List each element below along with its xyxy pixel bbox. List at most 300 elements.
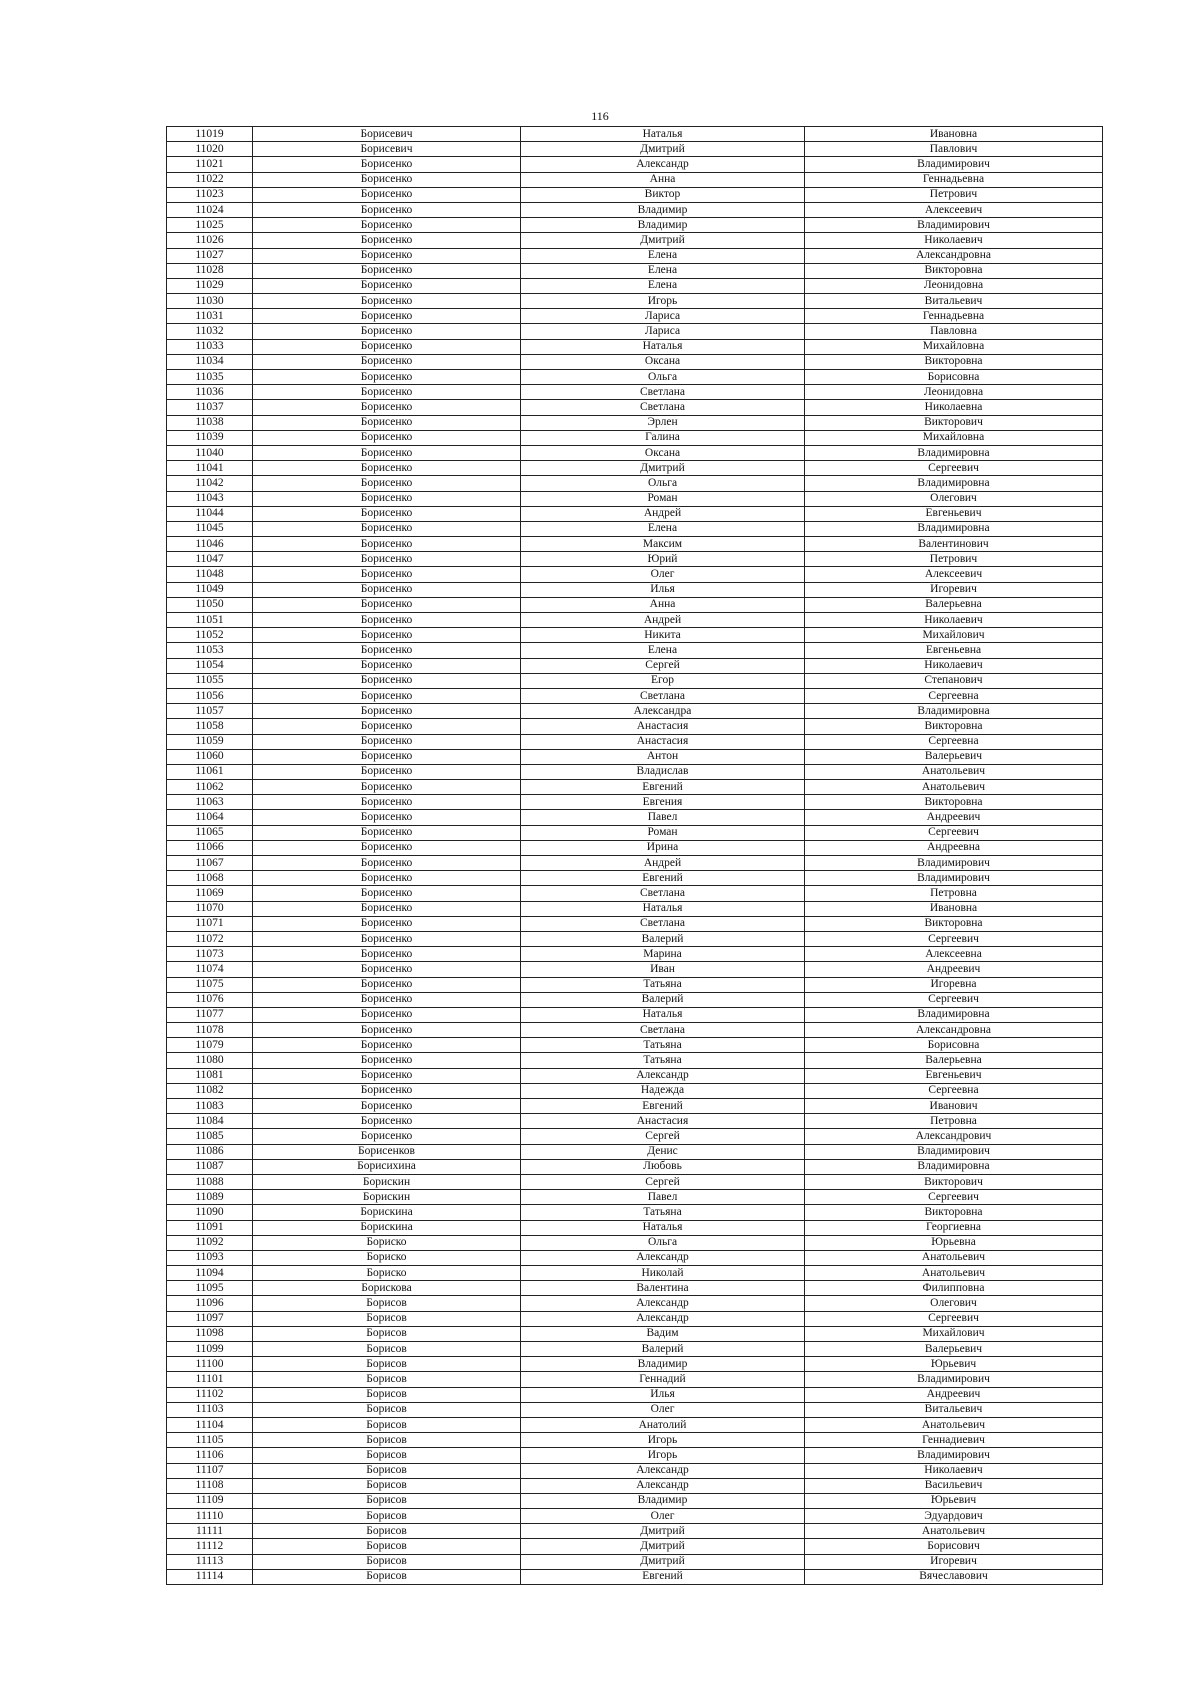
record-number-cell: 11074	[167, 962, 253, 977]
record-number-cell: 11114	[167, 1569, 253, 1584]
surname-cell: Борисов	[253, 1357, 521, 1372]
record-number-cell: 11083	[167, 1099, 253, 1114]
patronymic-cell: Михайлович	[805, 628, 1103, 643]
surname-cell: Бориско	[253, 1266, 521, 1281]
table-row	[167, 1539, 1103, 1554]
first-name-cell: Елена	[521, 643, 805, 658]
record-number-cell: 11080	[167, 1053, 253, 1068]
first-name-cell: Евгений	[521, 871, 805, 886]
first-name-cell: Светлана	[521, 1023, 805, 1038]
table-row	[167, 157, 1103, 172]
surname-cell: Борисенко	[253, 901, 521, 916]
surname-cell: Борисенко	[253, 977, 521, 992]
first-name-cell: Александр	[521, 1296, 805, 1311]
table-row	[167, 1114, 1103, 1129]
record-number-cell: 11085	[167, 1129, 253, 1144]
surname-cell: Борисенко	[253, 749, 521, 764]
surname-cell: Борисенко	[253, 354, 521, 369]
patronymic-cell: Владимирович	[805, 157, 1103, 172]
table-row	[167, 1083, 1103, 1098]
patronymic-cell: Петровна	[805, 886, 1103, 901]
table-row	[167, 521, 1103, 536]
first-name-cell: Владислав	[521, 764, 805, 779]
record-number-cell: 11112	[167, 1539, 253, 1554]
record-number-cell: 11098	[167, 1326, 253, 1341]
table-row	[167, 628, 1103, 643]
patronymic-cell: Валерьевна	[805, 1053, 1103, 1068]
patronymic-cell: Александрович	[805, 1129, 1103, 1144]
patronymic-cell: Филипповна	[805, 1281, 1103, 1296]
patronymic-cell: Павлович	[805, 142, 1103, 157]
record-number-cell: 11070	[167, 901, 253, 916]
first-name-cell: Павел	[521, 1190, 805, 1205]
patronymic-cell: Анатольевич	[805, 1250, 1103, 1265]
patronymic-cell: Михайловна	[805, 339, 1103, 354]
patronymic-cell: Борисовна	[805, 1038, 1103, 1053]
first-name-cell: Дмитрий	[521, 233, 805, 248]
first-name-cell: Дмитрий	[521, 1539, 805, 1554]
record-number-cell: 11028	[167, 263, 253, 278]
record-number-cell: 11061	[167, 764, 253, 779]
first-name-cell: Илья	[521, 582, 805, 597]
first-name-cell: Наталья	[521, 1007, 805, 1022]
first-name-cell: Светлана	[521, 688, 805, 703]
first-name-cell: Анастасия	[521, 1114, 805, 1129]
surname-cell: Борисенко	[253, 567, 521, 582]
patronymic-cell: Сергеевич	[805, 825, 1103, 840]
first-name-cell: Елена	[521, 278, 805, 293]
first-name-cell: Лариса	[521, 324, 805, 339]
first-name-cell: Дмитрий	[521, 142, 805, 157]
table-row	[167, 1266, 1103, 1281]
first-name-cell: Александр	[521, 1311, 805, 1326]
record-number-cell: 11071	[167, 916, 253, 931]
surname-cell: Борискина	[253, 1220, 521, 1235]
surname-cell: Борисов	[253, 1326, 521, 1341]
first-name-cell: Максим	[521, 537, 805, 552]
table-row	[167, 1417, 1103, 1432]
surname-cell: Борисенко	[253, 764, 521, 779]
surname-cell: Борисенко	[253, 673, 521, 688]
patronymic-cell: Петрович	[805, 552, 1103, 567]
surname-cell: Борисенко	[253, 1114, 521, 1129]
table-row	[167, 491, 1103, 506]
record-number-cell: 11081	[167, 1068, 253, 1083]
table-row	[167, 1554, 1103, 1569]
record-number-cell: 11076	[167, 992, 253, 1007]
surname-cell: Борисенко	[253, 1023, 521, 1038]
table-row	[167, 263, 1103, 278]
table-row	[167, 947, 1103, 962]
surname-cell: Борисов	[253, 1554, 521, 1569]
patronymic-cell: Леонидовна	[805, 278, 1103, 293]
first-name-cell: Анна	[521, 172, 805, 187]
record-number-cell: 11030	[167, 294, 253, 309]
patronymic-cell: Анатольевич	[805, 1266, 1103, 1281]
patronymic-cell: Андреевич	[805, 962, 1103, 977]
patronymic-cell: Владимировна	[805, 445, 1103, 460]
table-row	[167, 1129, 1103, 1144]
record-number-cell: 11046	[167, 537, 253, 552]
surname-cell: Борисенко	[253, 537, 521, 552]
first-name-cell: Дмитрий	[521, 1524, 805, 1539]
table-row	[167, 1569, 1103, 1584]
surname-cell: Борисенко	[253, 339, 521, 354]
table-row	[167, 324, 1103, 339]
table-row	[167, 582, 1103, 597]
table-row	[167, 764, 1103, 779]
surname-cell: Борисенко	[253, 947, 521, 962]
record-number-cell: 11066	[167, 840, 253, 855]
record-number-cell: 11039	[167, 430, 253, 445]
record-number-cell: 11064	[167, 810, 253, 825]
record-number-cell: 11032	[167, 324, 253, 339]
record-number-cell: 11031	[167, 309, 253, 324]
first-name-cell: Эрлен	[521, 415, 805, 430]
first-name-cell: Андрей	[521, 506, 805, 521]
first-name-cell: Сергей	[521, 1129, 805, 1144]
first-name-cell: Наталья	[521, 901, 805, 916]
patronymic-cell: Владимирович	[805, 1372, 1103, 1387]
patronymic-cell: Олегович	[805, 1296, 1103, 1311]
first-name-cell: Евгений	[521, 1099, 805, 1114]
table-row	[167, 142, 1103, 157]
first-name-cell: Геннадий	[521, 1372, 805, 1387]
patronymic-cell: Валерьевна	[805, 597, 1103, 612]
first-name-cell: Дмитрий	[521, 1554, 805, 1569]
table-row	[167, 445, 1103, 460]
first-name-cell: Анастасия	[521, 719, 805, 734]
record-number-cell: 11054	[167, 658, 253, 673]
patronymic-cell: Сергеевич	[805, 461, 1103, 476]
first-name-cell: Вадим	[521, 1326, 805, 1341]
surname-cell: Борисенко	[253, 521, 521, 536]
table-row	[167, 506, 1103, 521]
surname-cell: Борисенко	[253, 719, 521, 734]
first-name-cell: Владимир	[521, 218, 805, 233]
patronymic-cell: Викторовна	[805, 719, 1103, 734]
surname-cell: Борисенко	[253, 172, 521, 187]
table-row	[167, 385, 1103, 400]
record-number-cell: 11089	[167, 1190, 253, 1205]
table-row	[167, 749, 1103, 764]
surname-cell: Борискин	[253, 1174, 521, 1189]
first-name-cell: Анастасия	[521, 734, 805, 749]
record-number-cell: 11073	[167, 947, 253, 962]
patronymic-cell: Сергеевна	[805, 1083, 1103, 1098]
table-row	[167, 370, 1103, 385]
record-number-cell: 11065	[167, 825, 253, 840]
surname-cell: Борисенко	[253, 324, 521, 339]
first-name-cell: Виктор	[521, 187, 805, 202]
record-number-cell: 11042	[167, 476, 253, 491]
table-row	[167, 704, 1103, 719]
patronymic-cell: Валентинович	[805, 537, 1103, 552]
table-row	[167, 294, 1103, 309]
record-number-cell: 11044	[167, 506, 253, 521]
table-row	[167, 218, 1103, 233]
patronymic-cell: Геннадиевич	[805, 1433, 1103, 1448]
surname-cell: Борисенко	[253, 400, 521, 415]
surname-cell: Борисенко	[253, 643, 521, 658]
table-row	[167, 1296, 1103, 1311]
first-name-cell: Валентина	[521, 1281, 805, 1296]
patronymic-cell: Сергеевич	[805, 1190, 1103, 1205]
record-number-cell: 11036	[167, 385, 253, 400]
record-number-cell: 11055	[167, 673, 253, 688]
first-name-cell: Антон	[521, 749, 805, 764]
first-name-cell: Роман	[521, 491, 805, 506]
surname-cell: Борисенко	[253, 415, 521, 430]
table-row	[167, 1326, 1103, 1341]
surname-cell: Борисов	[253, 1524, 521, 1539]
surname-cell: Бориско	[253, 1250, 521, 1265]
record-number-cell: 11101	[167, 1372, 253, 1387]
patronymic-cell: Петрович	[805, 187, 1103, 202]
first-name-cell: Татьяна	[521, 977, 805, 992]
first-name-cell: Ольга	[521, 1235, 805, 1250]
first-name-cell: Евгений	[521, 780, 805, 795]
first-name-cell: Ольга	[521, 476, 805, 491]
patronymic-cell: Вячеславович	[805, 1569, 1103, 1584]
surname-cell: Борисенко	[253, 931, 521, 946]
first-name-cell: Ирина	[521, 840, 805, 855]
record-number-cell: 11019	[167, 127, 253, 142]
record-number-cell: 11056	[167, 688, 253, 703]
record-number-cell: 11038	[167, 415, 253, 430]
table-row	[167, 1478, 1103, 1493]
table-row	[167, 1053, 1103, 1068]
patronymic-cell: Владимировна	[805, 521, 1103, 536]
patronymic-cell: Владимировна	[805, 476, 1103, 491]
first-name-cell: Елена	[521, 248, 805, 263]
patronymic-cell: Владимировна	[805, 1007, 1103, 1022]
table-row	[167, 552, 1103, 567]
page-number: 116	[591, 109, 609, 123]
surname-cell: Борисенко	[253, 658, 521, 673]
patronymic-cell: Геннадьевна	[805, 309, 1103, 324]
first-name-cell: Олег	[521, 1509, 805, 1524]
patronymic-cell: Алексеевич	[805, 202, 1103, 217]
patronymic-cell: Владимировна	[805, 1159, 1103, 1174]
record-number-cell: 11035	[167, 370, 253, 385]
patronymic-cell: Николаевич	[805, 1463, 1103, 1478]
surname-cell: Борисов	[253, 1569, 521, 1584]
record-number-cell: 11045	[167, 521, 253, 536]
surname-cell: Борисенко	[253, 780, 521, 795]
table-row	[167, 901, 1103, 916]
record-number-cell: 11048	[167, 567, 253, 582]
table-row	[167, 1342, 1103, 1357]
patronymic-cell: Васильевич	[805, 1478, 1103, 1493]
record-number-cell: 11078	[167, 1023, 253, 1038]
table-row	[167, 1205, 1103, 1220]
table-row	[167, 643, 1103, 658]
first-name-cell: Наталья	[521, 127, 805, 142]
surname-cell: Борисенко	[253, 263, 521, 278]
record-number-cell: 11034	[167, 354, 253, 369]
patronymic-cell: Владимирович	[805, 1448, 1103, 1463]
patronymic-cell: Андреевич	[805, 1387, 1103, 1402]
surname-cell: Борискова	[253, 1281, 521, 1296]
first-name-cell: Евгений	[521, 1569, 805, 1584]
surname-cell: Борисенко	[253, 309, 521, 324]
table-row	[167, 795, 1103, 810]
record-number-cell: 11082	[167, 1083, 253, 1098]
record-number-cell: 11041	[167, 461, 253, 476]
record-number-cell: 11077	[167, 1007, 253, 1022]
patronymic-cell: Игоревич	[805, 582, 1103, 597]
first-name-cell: Александр	[521, 1250, 805, 1265]
record-number-cell: 11037	[167, 400, 253, 415]
surname-cell: Борисов	[253, 1372, 521, 1387]
table-row	[167, 1493, 1103, 1508]
surname-cell: Борисенко	[253, 628, 521, 643]
record-number-cell: 11027	[167, 248, 253, 263]
first-name-cell: Александр	[521, 1463, 805, 1478]
first-name-cell: Владимир	[521, 202, 805, 217]
first-name-cell: Светлана	[521, 385, 805, 400]
patronymic-cell: Владимирович	[805, 218, 1103, 233]
surname-cell: Борисенко	[253, 1083, 521, 1098]
table-row	[167, 1448, 1103, 1463]
record-number-cell: 11062	[167, 780, 253, 795]
table-row	[167, 613, 1103, 628]
surname-cell: Борисихина	[253, 1159, 521, 1174]
surname-cell: Борисенко	[253, 1038, 521, 1053]
first-name-cell: Сергей	[521, 1174, 805, 1189]
surname-cell: Борисевич	[253, 142, 521, 157]
table-row	[167, 931, 1103, 946]
table-row	[167, 1524, 1103, 1539]
record-number-cell: 11025	[167, 218, 253, 233]
surname-cell: Борисенко	[253, 294, 521, 309]
patronymic-cell: Борисович	[805, 1539, 1103, 1554]
surname-cell: Борисенко	[253, 597, 521, 612]
patronymic-cell: Сергеевич	[805, 992, 1103, 1007]
record-number-cell: 11088	[167, 1174, 253, 1189]
first-name-cell: Ольга	[521, 370, 805, 385]
table-row	[167, 1372, 1103, 1387]
patronymic-cell: Валерьевич	[805, 749, 1103, 764]
patronymic-cell: Петровна	[805, 1114, 1103, 1129]
table-row	[167, 1068, 1103, 1083]
surname-cell: Борисов	[253, 1417, 521, 1432]
surname-cell: Борисенко	[253, 461, 521, 476]
patronymic-cell: Сергеевич	[805, 931, 1103, 946]
record-number-cell: 11096	[167, 1296, 253, 1311]
table-row	[167, 233, 1103, 248]
first-name-cell: Владимир	[521, 1493, 805, 1508]
first-name-cell: Александр	[521, 1068, 805, 1083]
record-number-cell: 11053	[167, 643, 253, 658]
first-name-cell: Игорь	[521, 294, 805, 309]
record-number-cell: 11113	[167, 1554, 253, 1569]
table-row	[167, 886, 1103, 901]
surname-cell: Борисенко	[253, 840, 521, 855]
patronymic-cell: Игоревна	[805, 977, 1103, 992]
table-row	[167, 840, 1103, 855]
record-number-cell: 11057	[167, 704, 253, 719]
record-number-cell: 11103	[167, 1402, 253, 1417]
patronymic-cell: Викторович	[805, 1174, 1103, 1189]
patronymic-cell: Сергеевна	[805, 734, 1103, 749]
table-row	[167, 825, 1103, 840]
record-number-cell: 11029	[167, 278, 253, 293]
surname-cell: Борисенко	[253, 385, 521, 400]
table-row	[167, 187, 1103, 202]
surname-cell: Борисевич	[253, 127, 521, 142]
record-number-cell: 11093	[167, 1250, 253, 1265]
table-row	[167, 1235, 1103, 1250]
table-row	[167, 1463, 1103, 1478]
table-row	[167, 172, 1103, 187]
record-number-cell: 11052	[167, 628, 253, 643]
surname-cell: Борисов	[253, 1448, 521, 1463]
record-number-cell: 11094	[167, 1266, 253, 1281]
table-row	[167, 127, 1103, 142]
table-row	[167, 992, 1103, 1007]
surname-cell: Борисов	[253, 1509, 521, 1524]
patronymic-cell: Викторовна	[805, 916, 1103, 931]
first-name-cell: Светлана	[521, 916, 805, 931]
table-row	[167, 202, 1103, 217]
surname-cell: Борисенко	[253, 491, 521, 506]
first-name-cell: Игорь	[521, 1448, 805, 1463]
table-row	[167, 1190, 1103, 1205]
surname-cell: Борисов	[253, 1433, 521, 1448]
patronymic-cell: Евгеньевна	[805, 643, 1103, 658]
table-row	[167, 354, 1103, 369]
table-row	[167, 688, 1103, 703]
table-row	[167, 1509, 1103, 1524]
surname-cell: Борисенко	[253, 886, 521, 901]
record-number-cell: 11063	[167, 795, 253, 810]
record-number-cell: 11086	[167, 1144, 253, 1159]
name-registry-table	[166, 126, 1103, 1585]
surname-cell: Борисов	[253, 1402, 521, 1417]
first-name-cell: Олег	[521, 1402, 805, 1417]
record-number-cell: 11097	[167, 1311, 253, 1326]
patronymic-cell: Александровна	[805, 248, 1103, 263]
record-number-cell: 11079	[167, 1038, 253, 1053]
table-row	[167, 567, 1103, 582]
patronymic-cell: Ивановна	[805, 901, 1103, 916]
surname-cell: Борисенко	[253, 688, 521, 703]
first-name-cell: Андрей	[521, 856, 805, 871]
table-row	[167, 1250, 1103, 1265]
table-row	[167, 597, 1103, 612]
first-name-cell: Александр	[521, 157, 805, 172]
patronymic-cell: Алексеевич	[805, 567, 1103, 582]
surname-cell: Борисенко	[253, 871, 521, 886]
record-number-cell: 11108	[167, 1478, 253, 1493]
record-number-cell: 11100	[167, 1357, 253, 1372]
table-row	[167, 1007, 1103, 1022]
surname-cell: Борисенко	[253, 613, 521, 628]
surname-cell: Борисенко	[253, 476, 521, 491]
table-row	[167, 1099, 1103, 1114]
record-number-cell: 11084	[167, 1114, 253, 1129]
patronymic-cell: Анатольевич	[805, 1524, 1103, 1539]
record-number-cell: 11060	[167, 749, 253, 764]
surname-cell: Борисенко	[253, 810, 521, 825]
patronymic-cell: Иванович	[805, 1099, 1103, 1114]
table-row	[167, 1220, 1103, 1235]
patronymic-cell: Евгеньевич	[805, 1068, 1103, 1083]
first-name-cell: Олег	[521, 567, 805, 582]
first-name-cell: Оксана	[521, 445, 805, 460]
